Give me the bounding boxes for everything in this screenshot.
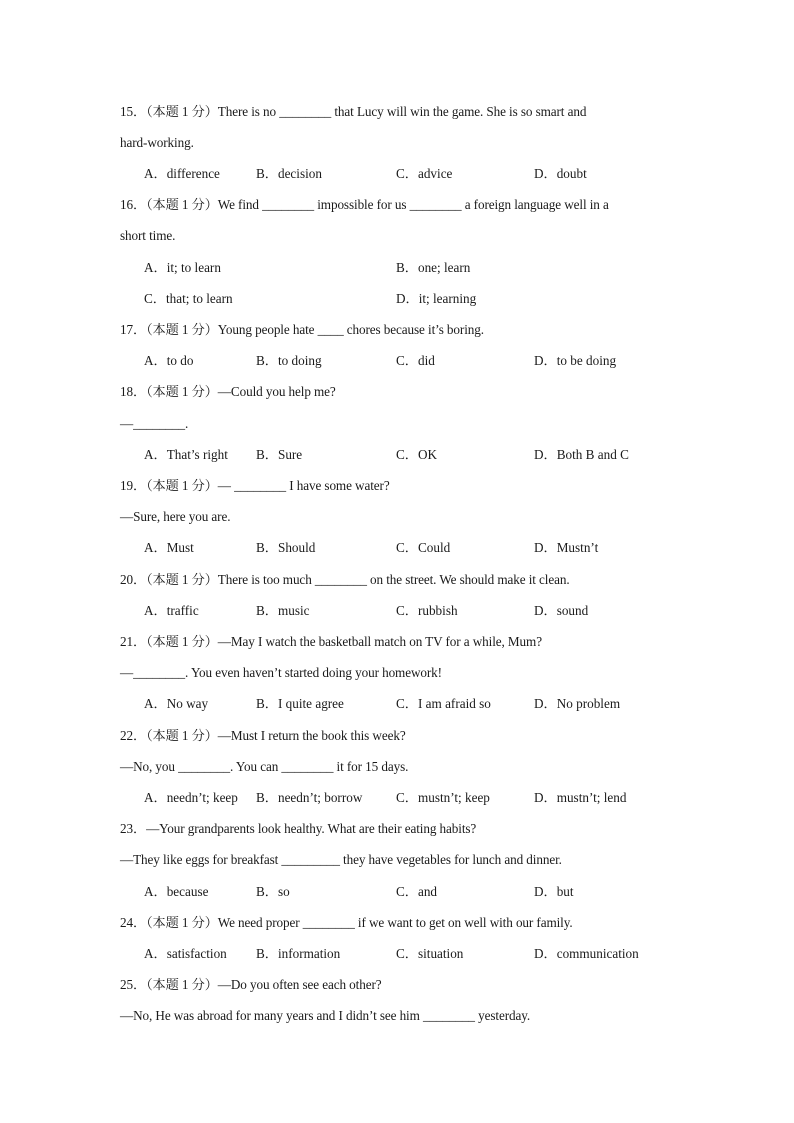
option-a: A．No way [144, 696, 209, 711]
option-c: C．Could [396, 540, 451, 555]
option-d: D．mustn’t; lend [534, 790, 627, 805]
option-c: C．mustn’t; keep [396, 790, 490, 805]
question-20-stem-line-1: 20．（本题 1 分）There is too much ________ on the street. We should make it clean. [120, 572, 570, 587]
question-15-stem-line-2: hard-working. [120, 135, 194, 150]
question-21-stem-line-1: 21．（本题 1 分）—May I watch the basketball match on TV for a while, Mum? [120, 634, 542, 649]
question-17-stem-line-1: 17．（本题 1 分）Young people hate ____ chores because it’s boring. [120, 322, 484, 337]
option-c: C．did [396, 353, 435, 368]
option-c: C．I am afraid so [396, 696, 491, 711]
option-c: C．advice [396, 166, 453, 181]
option-d: D．communication [534, 946, 639, 961]
question-22-stem-line-1: 22．（本题 1 分）—Must I return the book this week? [120, 728, 406, 743]
option-a: A．difference [144, 166, 220, 181]
option-c: C．that; to learn [144, 291, 233, 306]
question-16-options-row-2 [0, 290, 794, 308]
question-18-stem-line-1: 18．（本题 1 分）—Could you help me? [120, 384, 336, 399]
question-19-stem-line-1: 19．（本题 1 分）— ________ I have some water? [120, 478, 390, 493]
question-23-stem-line-1: 23．—Your grandparents look healthy. What are their eating habits? [120, 821, 477, 836]
option-d: D．but [534, 884, 574, 899]
option-c: C．situation [396, 946, 464, 961]
question-21-options [0, 695, 794, 713]
option-d: D．Mustn’t [534, 540, 599, 555]
question-23-options [0, 883, 794, 901]
option-a: A．traffic [144, 603, 199, 618]
option-d: D．Both B and C [534, 447, 629, 462]
option-d: D．to be doing [534, 353, 617, 368]
option-c: C．rubbish [396, 603, 458, 618]
option-b: B．I quite agree [256, 696, 344, 711]
option-a: A．it; to learn [144, 260, 221, 275]
option-c: C．OK [396, 447, 438, 462]
question-19-stem-line-2: —Sure, here you are. [120, 509, 231, 524]
question-15-stem-line-1: 15．（本题 1 分）There is no ________ that Lucy will win the game. She is so smart and [120, 104, 587, 119]
option-a: A．because [144, 884, 209, 899]
option-b: B．to doing [256, 353, 322, 368]
option-a: A．satisfaction [144, 946, 227, 961]
option-b: B．one; learn [396, 260, 471, 275]
option-b: B．information [256, 946, 341, 961]
option-c: C．and [396, 884, 438, 899]
question-20-options [0, 602, 794, 620]
option-b: B．music [256, 603, 310, 618]
question-16-options-row-1 [0, 259, 794, 277]
question-25-stem-line-2: —No, He was abroad for many years and I didn’t see him ________ yesterday. [120, 1008, 531, 1023]
question-22-stem-line-2: —No, you ________. You can ________ it for 15 days. [120, 759, 409, 774]
question-15-options [0, 165, 794, 183]
question-16-stem-line-2: short time. [120, 228, 176, 243]
option-d: D．it; learning [396, 291, 477, 306]
question-22-options [0, 789, 794, 807]
option-d: D．sound [534, 603, 589, 618]
option-b: B．Sure [256, 447, 303, 462]
question-21-stem-line-2: —________. You even haven’t started doing your homework! [120, 665, 442, 680]
question-17-options [0, 352, 794, 370]
option-d: D．doubt [534, 166, 587, 181]
option-a: A．to do [144, 353, 194, 368]
option-b: B．decision [256, 166, 322, 181]
question-24-options [0, 945, 794, 963]
option-a: A．Must [144, 540, 194, 555]
question-16-stem-line-1: 16．（本题 1 分）We find ________ impossible for us ________ a foreign language well in a [120, 197, 609, 212]
question-18-stem-line-2: —________. [120, 416, 189, 431]
option-b: B．so [256, 884, 290, 899]
question-24-stem-line-1: 24．（本题 1 分）We need proper ________ if we want to get on well with our family. [120, 915, 573, 930]
question-19-options [0, 539, 794, 557]
option-a: A．needn’t; keep [144, 790, 238, 805]
question-23-stem-line-2: —They like eggs for breakfast _________ they have vegetables for lunch and dinner. [120, 852, 562, 867]
question-18-options [0, 446, 794, 464]
question-25-stem-line-1: 25．（本题 1 分）—Do you often see each other? [120, 977, 382, 992]
option-b: B．needn’t; borrow [256, 790, 363, 805]
option-a: A．That’s right [144, 447, 228, 462]
option-b: B．Should [256, 540, 316, 555]
option-d: D．No problem [534, 696, 621, 711]
